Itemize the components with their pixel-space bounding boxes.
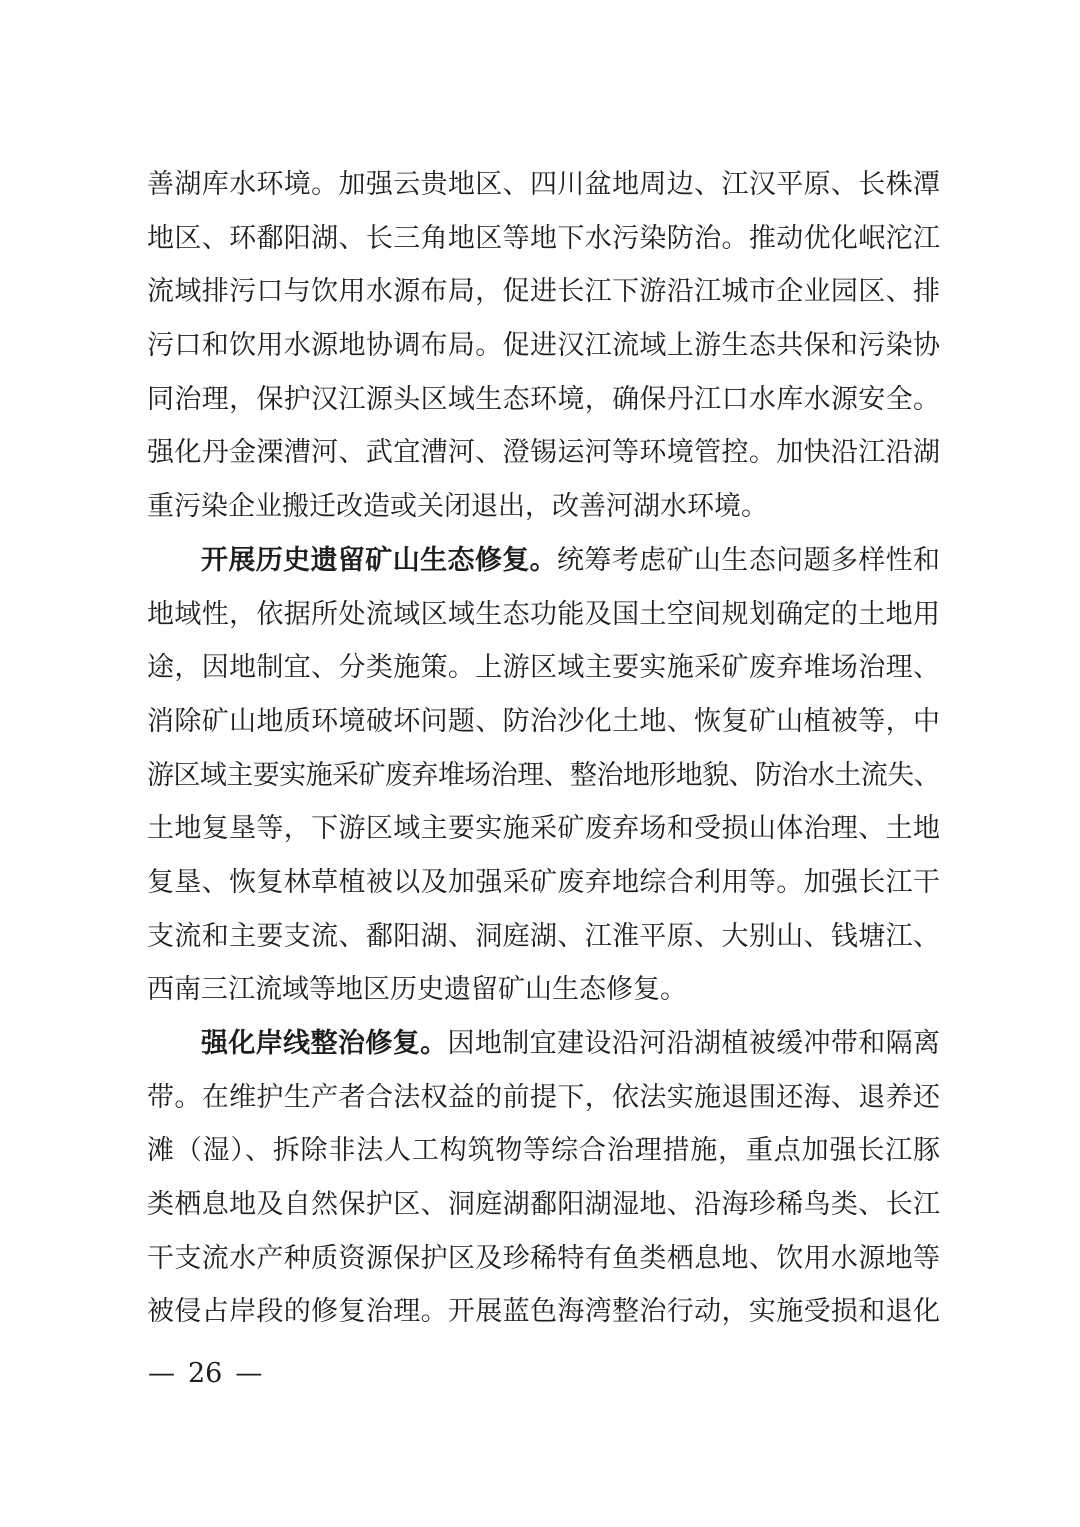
text-line bbox=[147, 158, 940, 212]
text-line bbox=[147, 212, 940, 266]
text-line bbox=[147, 749, 940, 803]
text-line bbox=[147, 802, 940, 856]
line-text: 支流和主要支流、鄱阳湖、洞庭湖、江淮平原、大别山、钱塘江、 bbox=[147, 920, 940, 952]
line-text: 被侵占岸段的修复治理。开展蓝色海湾整治行动，实施受损和退化 bbox=[147, 1296, 940, 1328]
text-line bbox=[147, 695, 940, 749]
line-text: 西南三江流域等地区历史遗留矿山生态修复。 bbox=[147, 974, 687, 1006]
text-line bbox=[147, 534, 940, 588]
text-line bbox=[147, 1178, 940, 1232]
page-number: 26 bbox=[188, 1358, 223, 1389]
paragraph-lead-bold: 强化岸线整治修复。 bbox=[201, 1028, 448, 1059]
page-footer bbox=[148, 1356, 262, 1392]
text-line bbox=[147, 856, 940, 910]
document-body bbox=[147, 158, 940, 1339]
text-line bbox=[147, 910, 940, 964]
text-line bbox=[147, 1071, 940, 1125]
line-text: 类栖息地及自然保护区、洞庭湖鄱阳湖湿地、沿海珍稀鸟类、长江 bbox=[147, 1189, 940, 1221]
line-text: 因地制宜建设沿河沿湖植被缓冲带和隔离 bbox=[447, 1028, 940, 1059]
footer-dash-right: — bbox=[235, 1358, 263, 1389]
line-text: 强化丹金溧漕河、武宜漕河、澄锡运河等环境管控。加快沿江沿湖 bbox=[147, 437, 940, 469]
line-text: 消除矿山地质环境破坏问题、防治沙化土地、恢复矿山植被等，中 bbox=[147, 705, 940, 737]
text-line bbox=[147, 588, 940, 642]
text-line bbox=[147, 1017, 940, 1071]
line-text: 善湖库水环境。加强云贵地区、四川盆地周边、江汉平原、长株潭 bbox=[147, 169, 940, 200]
line-text: 地域性，依据所处流域区域生态功能及国土空间规划确定的土地用 bbox=[147, 598, 940, 630]
text-line bbox=[147, 641, 940, 695]
line-text: 复垦、恢复林草植被以及加强采矿废弃地综合利用等。加强长江干 bbox=[147, 866, 940, 898]
line-text: 带。在维护生产者合法权益的前提下，依法实施退围还海、退养还 bbox=[147, 1081, 940, 1113]
text-line bbox=[147, 265, 940, 319]
line-text: 重污染企业搬迁改造或关闭退出，改善河湖水环境。 bbox=[147, 491, 768, 523]
line-text: 游区域主要实施采矿废弃堆场治理、整治地形地貌、防治水土流失、 bbox=[147, 759, 940, 791]
text-line bbox=[147, 1285, 940, 1339]
line-text: 统筹考虑矿山生态问题多样性和 bbox=[557, 544, 940, 576]
text-line bbox=[147, 480, 940, 534]
line-text: 滩（湿）、拆除非法人工构筑物等综合治理措施，重点加强长江豚 bbox=[147, 1135, 940, 1167]
line-text: 途，因地制宜、分类施策。上游区域主要实施采矿废弃堆场治理、 bbox=[147, 652, 940, 684]
line-text: 地区、环鄱阳湖、长三角地区等地下水污染防治。推动优化岷沱江 bbox=[147, 222, 940, 254]
line-text: 污口和饮用水源地协调布局。促进汉江流域上游生态共保和污染协 bbox=[147, 330, 940, 362]
line-text: 同治理，保护汉江源头区域生态环境，确保丹江口水库水源安全。 bbox=[147, 383, 940, 415]
text-line bbox=[147, 963, 940, 1017]
text-line bbox=[147, 319, 940, 373]
paragraph-lead-bold: 开展历史遗留矿山生态修复。 bbox=[201, 544, 557, 576]
text-line bbox=[147, 1232, 940, 1286]
line-text: 土地复垦等，下游区域主要实施采矿废弃场和受损山体治理、土地 bbox=[147, 813, 940, 845]
text-line bbox=[147, 1124, 940, 1178]
text-line bbox=[147, 426, 940, 480]
footer-dash-left: — bbox=[148, 1358, 175, 1389]
line-text: 流域排污口与饮用水源布局，促进长江下游沿江城市企业园区、排 bbox=[147, 276, 940, 308]
text-line bbox=[147, 373, 940, 427]
line-text: 干支流水产种质资源保护区及珍稀特有鱼类栖息地、饮用水源地等 bbox=[147, 1242, 940, 1274]
